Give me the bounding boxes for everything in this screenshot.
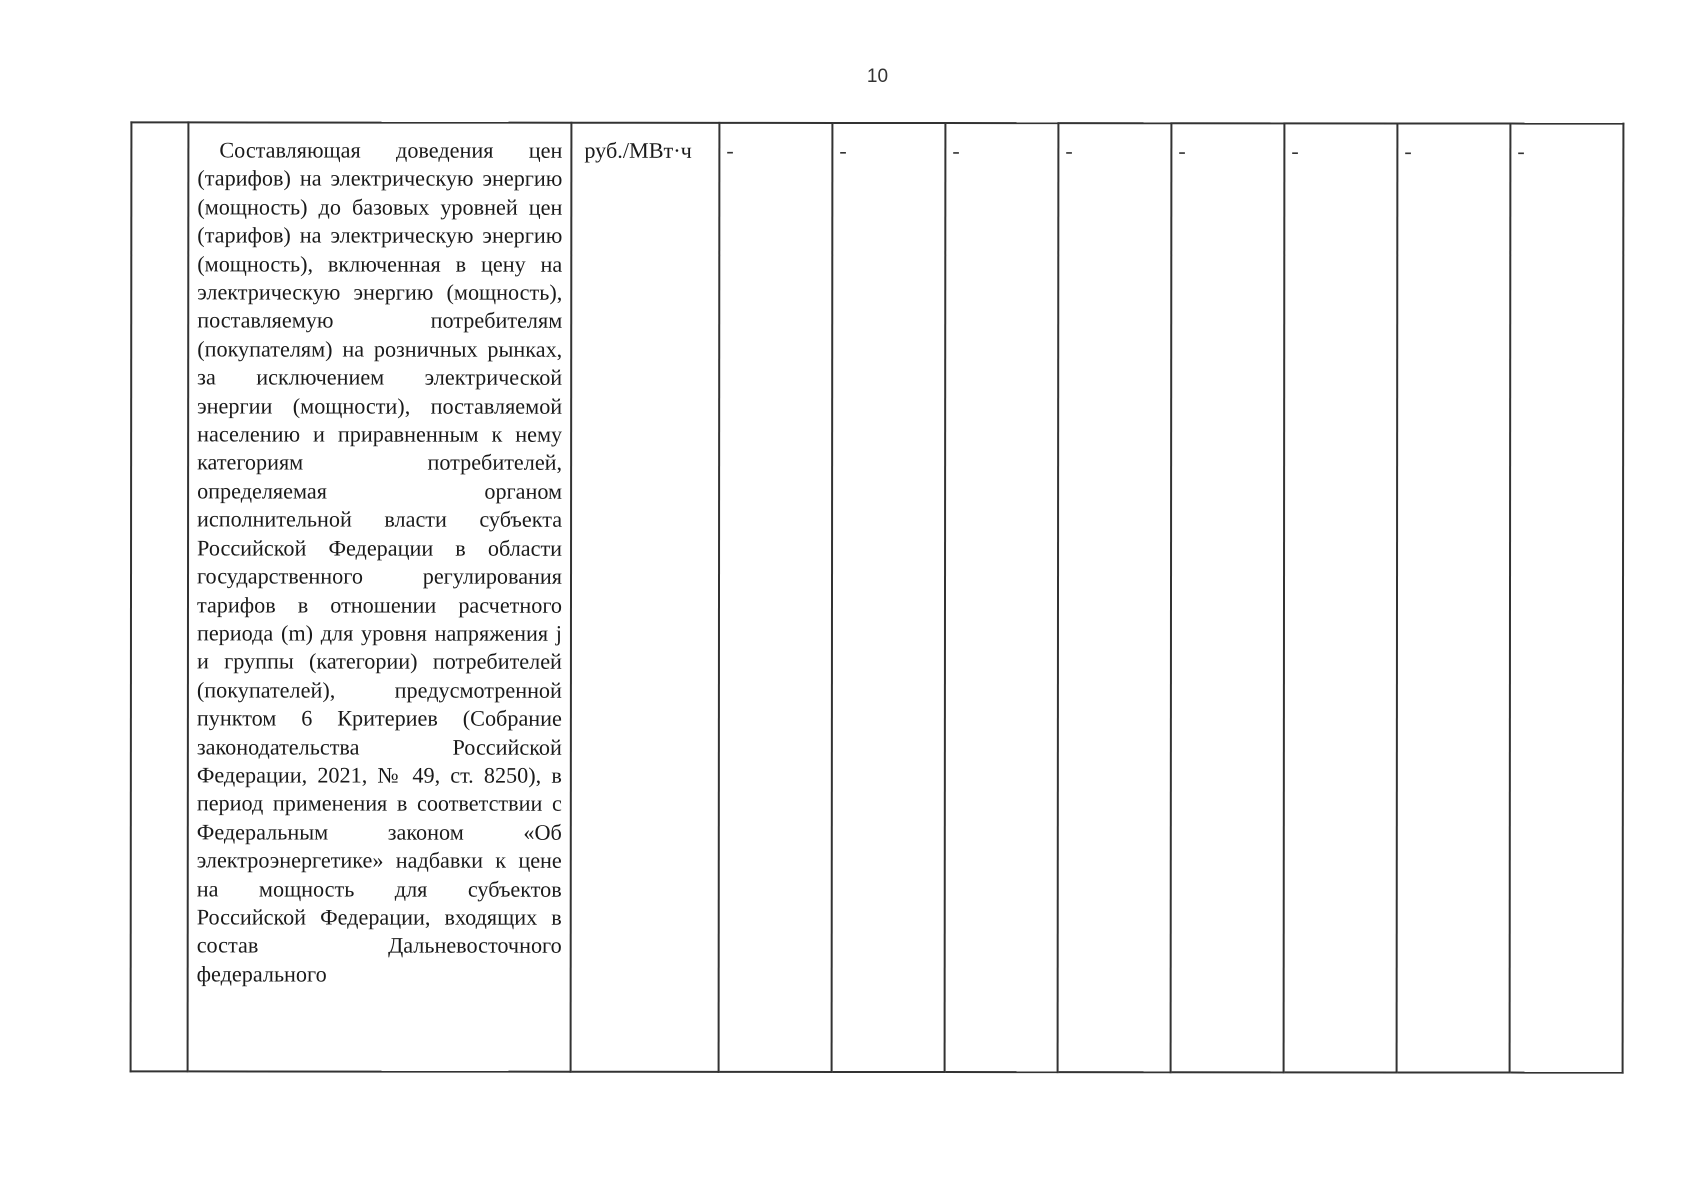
value-cell [1397,123,1511,1072]
value-cell [719,123,833,1072]
value-cell [1510,124,1624,1073]
value-7: - [1404,138,1412,164]
row-description: Составляющая доведения цен (тарифов) на электрическую энергию (мощность) до базовых уровней цен (тарифов) на электрическую энергию (мощность), включенная в цену на электрическую энергию (мощность), поставляемую потребителям (покупателям) на розничных рынках, за исключением электрической энергии (мощности), поставляемой населению и приравненным к нему категориям потребителей, определяемая органом исполнительной власти субъекта Российской Федерации в области государственного регулирования тарифов в отношении расчетного периода (m) для уровня напряжения j и группы (категории) потребителей (покупателей), предусмотренной пунктом 6 Критериев (Собрание законодательства Российской Федерации, 2021, № 49, ст. 8250), в период применения в соответствии с Федеральным законом «Об электроэнергетике» надбавки к цене на мощность для субъектов Российской Федерации, входящих в состав Дальневосточного федерального [196,137,563,987]
value-6: - [1291,138,1299,164]
value-cell [832,123,946,1072]
row-unit: руб./МВт·ч [584,137,692,163]
value-8: - [1517,138,1525,164]
value-cell [1284,123,1398,1072]
unit-cell [571,123,720,1072]
tariff-table [130,121,1625,1073]
value-3: - [952,138,960,164]
table-row [131,122,1624,1072]
value-cell [945,123,1059,1072]
value-1: - [726,137,734,163]
value-2: - [839,137,847,163]
value-5: - [1178,138,1186,164]
description-cell [188,122,572,1071]
page-number: 10 [866,66,889,87]
value-4: - [1065,138,1073,164]
row-index-cell [131,122,189,1071]
value-cell [1171,123,1285,1072]
value-cell [1058,123,1172,1072]
